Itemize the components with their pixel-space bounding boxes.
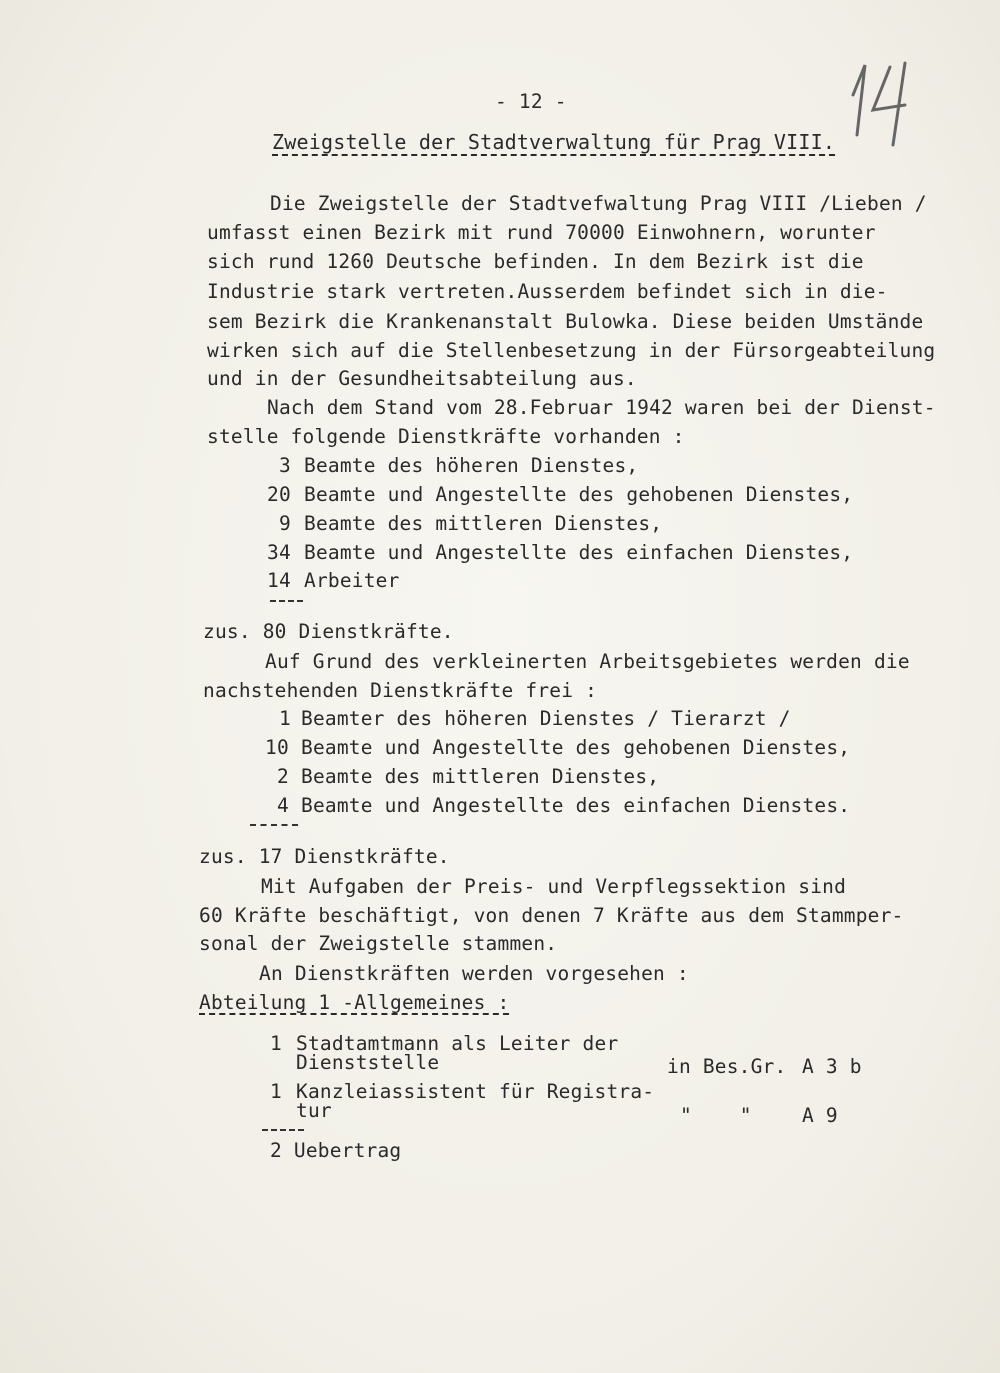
sum-divider bbox=[262, 1129, 304, 1131]
position-title-continued: Dienststelle bbox=[296, 1051, 440, 1074]
paragraph-5: An Dienstkräften werden vorgesehen : bbox=[259, 962, 689, 985]
staff-count: 9 bbox=[279, 512, 291, 535]
freed-description: Beamte und Angestellte des gehobenen Dienstes, bbox=[301, 736, 851, 759]
handwritten-folio-number bbox=[835, 55, 925, 155]
pay-group-label: " " bbox=[680, 1104, 752, 1127]
sum-divider bbox=[250, 824, 298, 826]
paragraph-2-line: Nach dem Stand vom 28.Februar 1942 waren bei der Dienst- bbox=[267, 396, 936, 419]
pay-group-label: in Bes.Gr. bbox=[667, 1055, 787, 1078]
staff-count: 3 bbox=[279, 454, 291, 477]
freed-description: Beamte und Angestellte des einfachen Dienstes. bbox=[301, 794, 851, 817]
position-title-continued: tur bbox=[296, 1099, 332, 1122]
pay-grade: A 9 bbox=[802, 1104, 838, 1127]
paragraph-4-line: Mit Aufgaben der Preis- und Verpflegssektion sind bbox=[261, 875, 847, 898]
pay-grade: A 3 b bbox=[802, 1055, 862, 1078]
paragraph-1-line: wirken sich auf die Stellenbesetzung in der Fürsorgeabteilung bbox=[207, 339, 936, 362]
freed-total: zus. 17 Dienstkräfte. bbox=[199, 845, 450, 868]
section-heading: Abteilung 1 -Allgemeines : bbox=[199, 991, 510, 1014]
paragraph-2-line: stelle folgende Dienstkräfte vorhanden : bbox=[207, 425, 685, 448]
staff-count: 20 bbox=[267, 483, 291, 506]
freed-count: 2 bbox=[277, 765, 289, 788]
staff-count: 14 bbox=[267, 569, 291, 592]
paragraph-1-line: sich rund 1260 Deutsche befinden. In dem Bezirk ist die bbox=[207, 250, 864, 273]
paragraph-1-line: sem Bezirk die Krankenanstalt Bulowka. Diese beiden Umstände bbox=[207, 310, 924, 333]
paragraph-1-line: und in der Gesundheitsabteilung aus. bbox=[207, 367, 637, 390]
folio-number-graphic bbox=[835, 55, 925, 155]
freed-count: 1 bbox=[279, 707, 291, 730]
staff-total: zus. 80 Dienstkräfte. bbox=[203, 620, 454, 643]
staff-description: Beamte und Angestellte des einfachen Dienstes, bbox=[304, 541, 854, 564]
staff-description: Arbeiter bbox=[304, 569, 400, 592]
paragraph-1-line: Industrie stark vertreten.Ausserdem befindet sich in die- bbox=[207, 280, 888, 303]
position-title: Kanzleiassistent für Registra- bbox=[296, 1080, 655, 1103]
staff-count: 34 bbox=[267, 541, 291, 564]
paragraph-3-line: Auf Grund des verkleinerten Arbeitsgebietes werden die bbox=[265, 650, 910, 673]
sum-divider bbox=[270, 600, 303, 602]
paragraph-1-line: umfasst einen Bezirk mit rund 70000 Einwohnern, worunter bbox=[207, 221, 876, 244]
paragraph-3-line: nachstehenden Dienstkräfte frei : bbox=[203, 679, 598, 702]
freed-description: Beamte des mittleren Dienstes, bbox=[301, 765, 660, 788]
carry-over: 2 Uebertrag bbox=[270, 1139, 402, 1162]
staff-description: Beamte des höheren Dienstes, bbox=[304, 454, 639, 477]
paragraph-4-line: 60 Kräfte beschäftigt, von denen 7 Kräfte aus dem Stammper- bbox=[199, 904, 904, 927]
document-heading: Zweigstelle der Stadtverwaltung für Prag VIII. bbox=[272, 130, 836, 154]
position-title: Stadtamtmann als Leiter der bbox=[296, 1032, 619, 1055]
freed-count: 10 bbox=[265, 736, 289, 759]
freed-count: 4 bbox=[277, 794, 289, 817]
position-count: 1 bbox=[270, 1080, 282, 1103]
staff-description: Beamte und Angestellte des gehobenen Dienstes, bbox=[304, 483, 854, 506]
page-number: - 12 - bbox=[495, 90, 567, 113]
position-count: 1 bbox=[270, 1032, 282, 1055]
paragraph-4-line: sonal der Zweigstelle stammen. bbox=[199, 932, 558, 955]
staff-description: Beamte des mittleren Dienstes, bbox=[304, 512, 663, 535]
freed-description: Beamter des höheren Dienstes / Tierarzt / bbox=[301, 707, 791, 730]
paragraph-1-line: Die Zweigstelle der Stadtvefwaltung Prag VIII /Lieben / bbox=[270, 192, 927, 215]
